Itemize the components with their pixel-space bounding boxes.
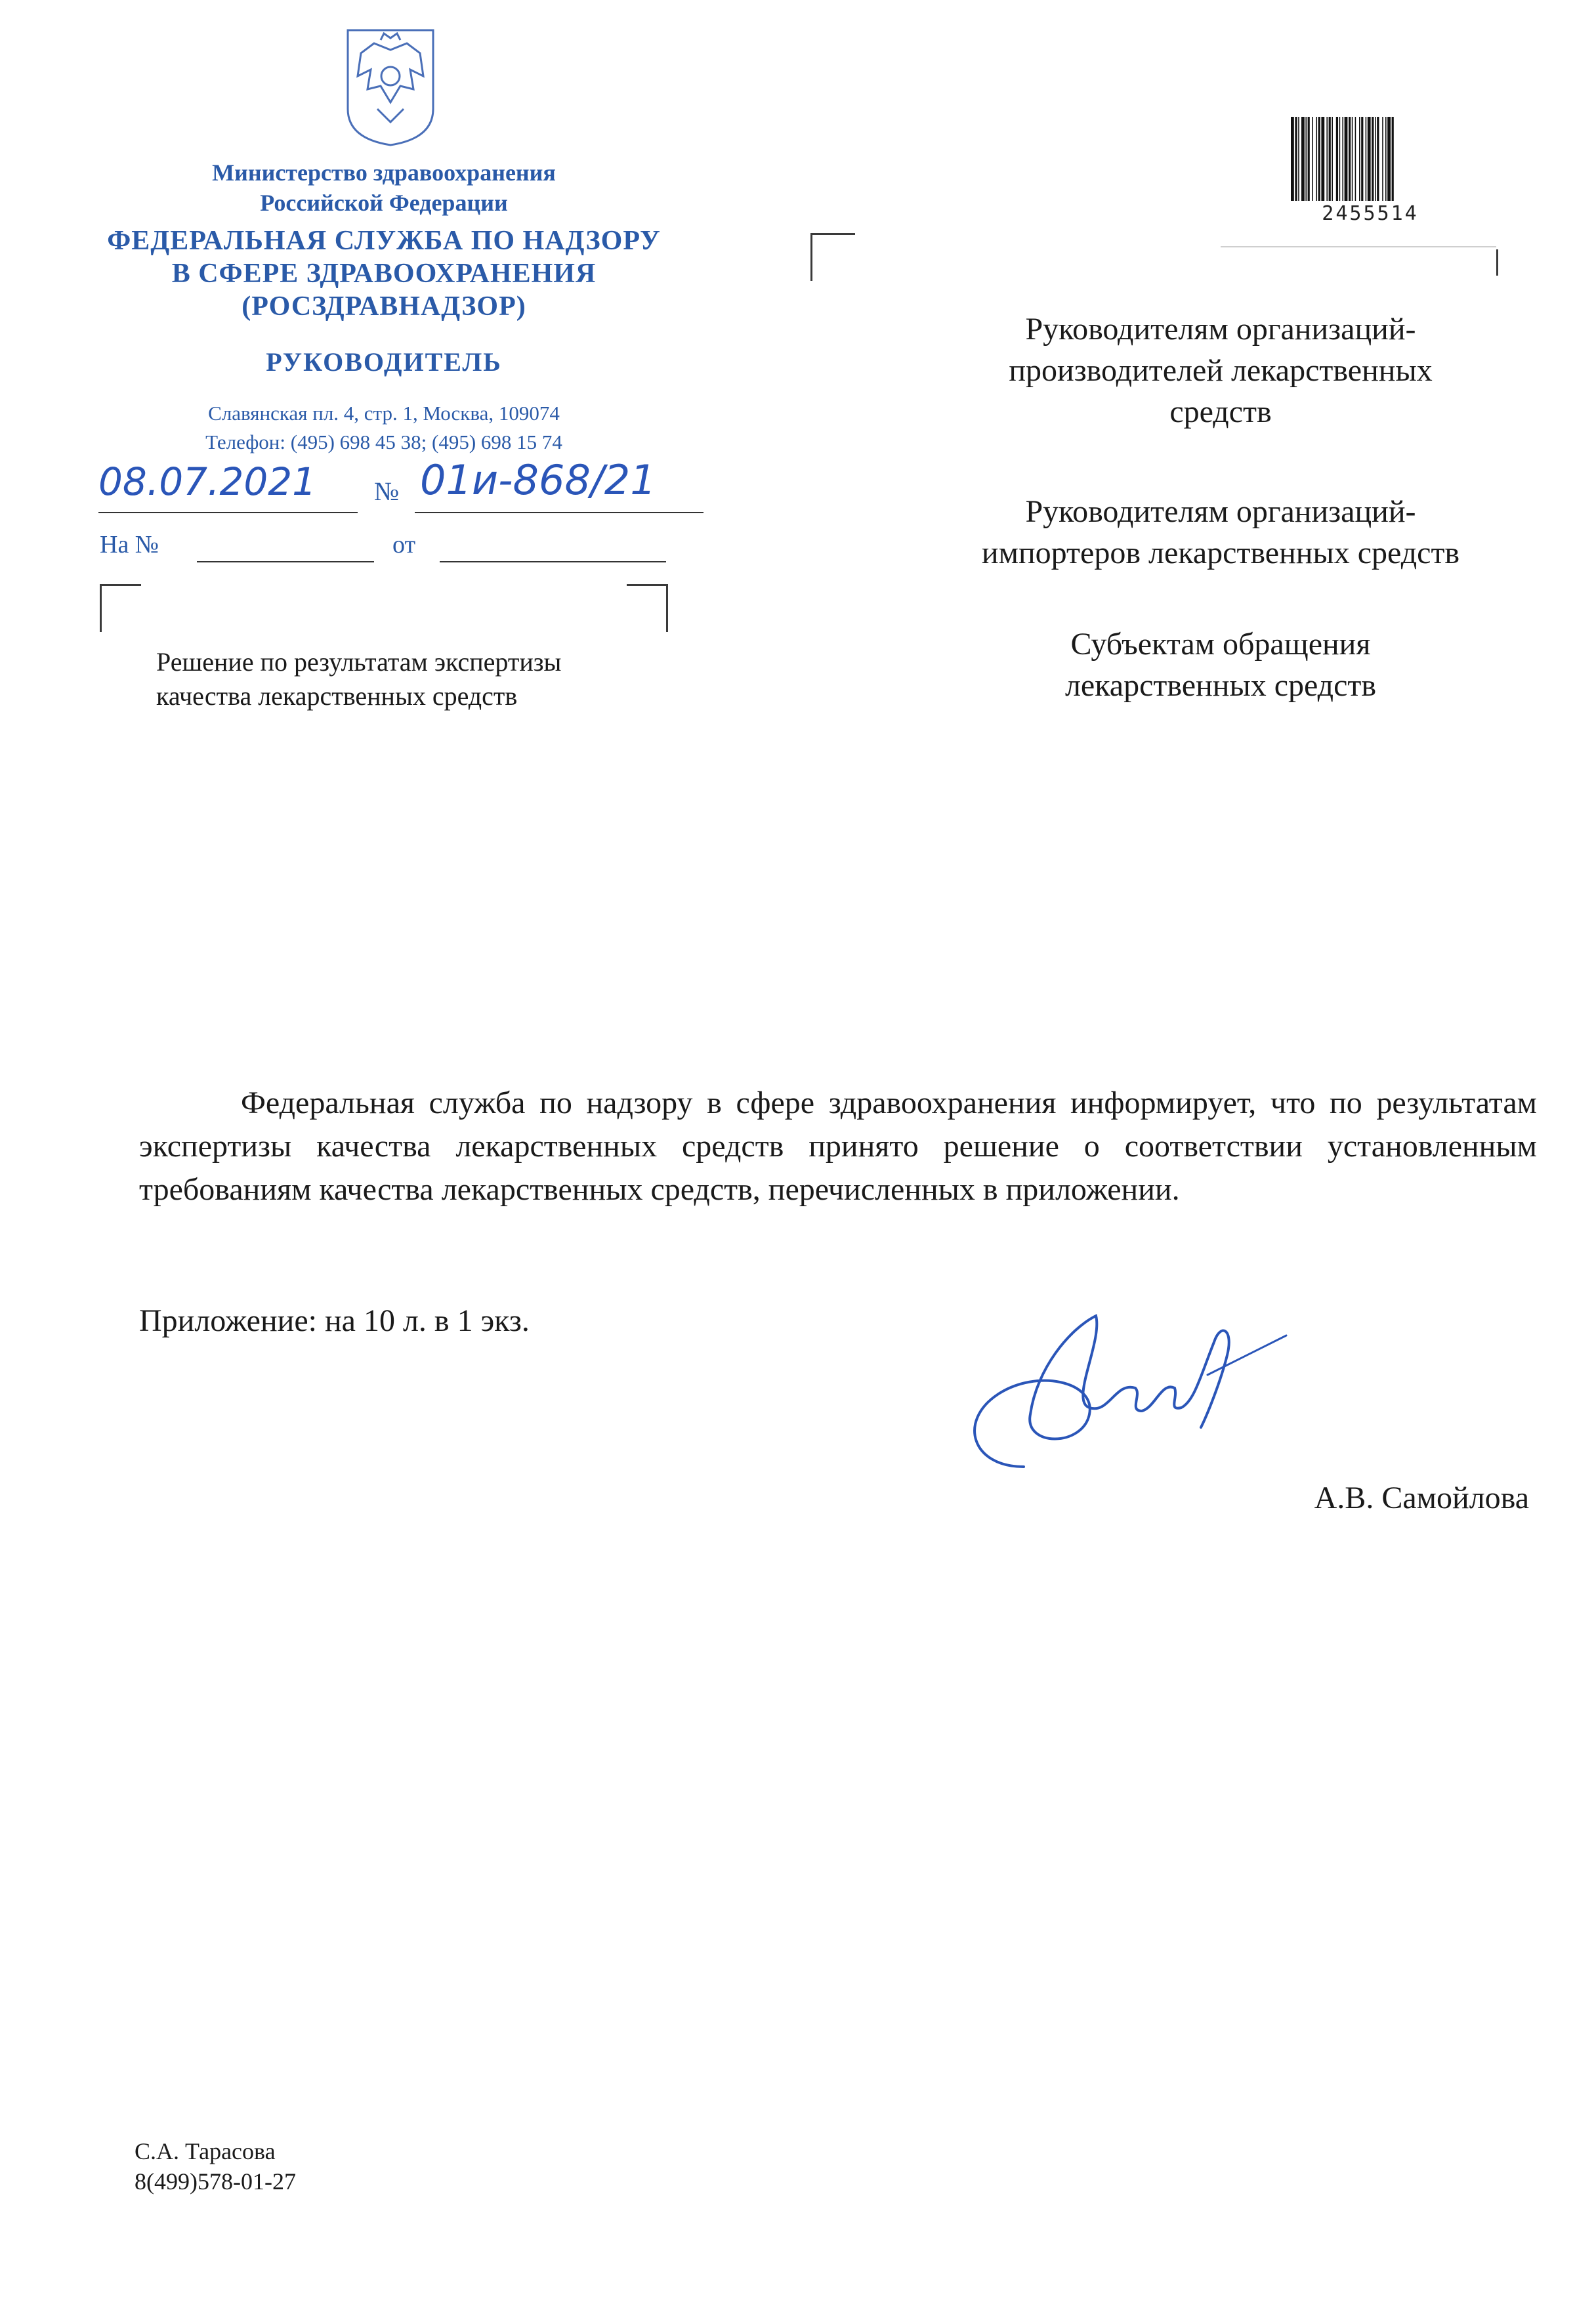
subject-bracket-right [627, 584, 668, 632]
executor-name: С.А. Тарасова [135, 2138, 276, 2164]
handwritten-signature [945, 1303, 1299, 1493]
addressee-bracket-left [810, 233, 855, 281]
ministry-name-line2: Российской Федерации [260, 190, 508, 216]
executor-block [135, 2136, 296, 2197]
body-paragraph [139, 1082, 1537, 1211]
barcode-rule [1221, 246, 1496, 247]
addressee-manufacturers [919, 308, 1522, 432]
barcode-number: 2455514 [1322, 202, 1419, 225]
reference-date-line [440, 561, 666, 562]
addressee-bracket-right [1431, 249, 1498, 276]
addressee-subjects [919, 623, 1522, 706]
registration-date: 08.07.2021 [98, 459, 317, 504]
addressee-line: лекарственных средств [1064, 668, 1377, 703]
service-name-line3: (РОСЗДРАВНАДЗОР) [242, 291, 526, 322]
address-line: Славянская пл. 4, стр. 1, Москва, 109074 [208, 402, 560, 425]
addressee-line: импортеров лекарственных средств [981, 536, 1460, 570]
signatory-name: А.В. Самойлова [1314, 1481, 1529, 1515]
number-sign: № [374, 476, 400, 506]
executor-phone: 8(499)578-01-27 [135, 2168, 296, 2195]
head-title: РУКОВОДИТЕЛЬ [266, 347, 502, 377]
body-paragraph-text: Федеральная служба по надзору в сфере здравоохранения информирует, что по результатам экспертизы качества лекарственных средств принято решение о соответствии установленным требованиям качества лекарственных средств, перечисленных в приложении. [139, 1085, 1537, 1207]
reference-number-line [197, 561, 374, 562]
subject-line1: Решение по результатам экспертизы [156, 647, 562, 677]
subject-bracket-left [100, 584, 141, 632]
reference-from-label: от [392, 531, 416, 558]
subject-block [156, 645, 747, 713]
service-name-line1: ФЕДЕРАЛЬНАЯ СЛУЖБА ПО НАДЗОРУ [107, 226, 661, 256]
addressee-importers [919, 491, 1522, 574]
service-name-line2: В СФЕРЕ ЗДРАВООХРАНЕНИЯ [171, 259, 597, 289]
date-underline [98, 512, 358, 513]
addressee-line: средств [1169, 394, 1272, 429]
subject-line2: качества лекарственных средств [156, 681, 518, 711]
addressee-line: Руководителям организаций- [1025, 312, 1416, 347]
attachment-note: Приложение: на 10 л. в 1 экз. [139, 1303, 530, 1338]
barcode [1288, 117, 1452, 201]
coat-of-arms-icon [335, 24, 446, 148]
addressee-line: производителей лекарственных [1009, 353, 1433, 388]
reference-label: На № [100, 531, 159, 558]
addressee-line: Субъектам обращения [1070, 627, 1371, 662]
addressee-line: Руководителям организаций- [1025, 494, 1416, 529]
registration-number: 01и-868/21 [420, 456, 656, 504]
ministry-name-line1: Министерство здравоохранения [212, 159, 556, 186]
number-underline [415, 512, 704, 513]
phone-line: Телефон: (495) 698 45 38; (495) 698 15 74 [205, 431, 562, 453]
